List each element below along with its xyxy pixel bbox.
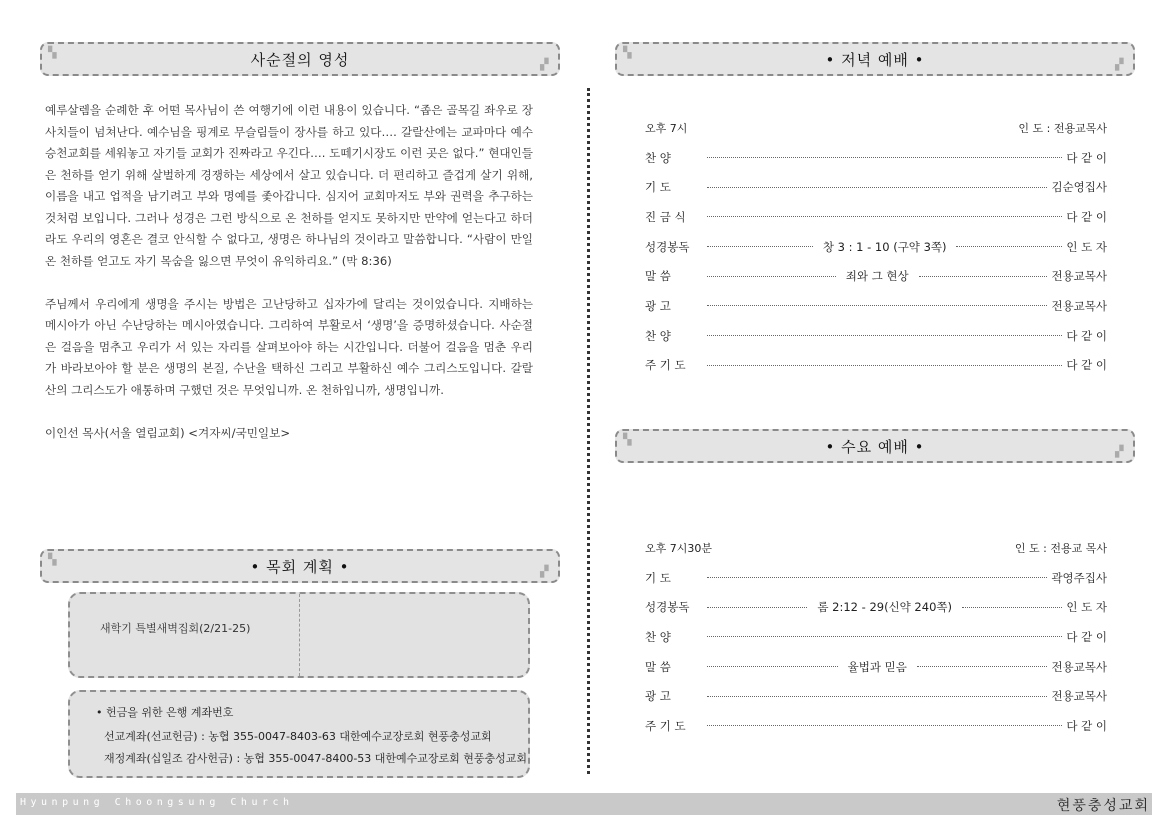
dotted-leader [962,607,1062,608]
dotted-leader [707,335,1062,336]
dotted-leader [707,365,1062,366]
dotted-leader [707,246,813,247]
wednesday-order-head [645,533,1107,563]
dotted-leader [707,157,1062,158]
order-row-label: 성경봉독 [645,239,690,254]
order-row [645,261,1107,291]
order-row-label: 진 금 식 [645,209,686,224]
dotted-leader [707,577,1047,578]
order-row-label: 주 기 도 [645,718,686,733]
corner-decoration-icon: ▞ [1115,445,1125,458]
corner-decoration-icon: ▞ [1115,58,1125,71]
essay-paragraph-2: 주님께서 우리에게 생명을 주시는 방법은 고난당하고 십자가에 달리는 것이었습니다. 지배하는 메시아가 아닌 수난당하는 메시아였습니다. 그리하여 부활로서 ‘생명’을 증명하셨습니다. 사순절은 걸음을 멈추고 우리가 서 있는 자리를 살펴보아야 하는 시간입니다. 더불어 걸음을 멈춘 우리가 바라보아야 할 분은 생명의 본질, 수난을 택하신 그리고 부활하신 예수 그리스도입니다. 갈랄산의 그리스도가 애통하며 구했던 것은 무엇입니까. 온 천하입니까, 생명입니까. [45,296,533,397]
order-row [645,291,1107,321]
corner-decoration-icon: ▚ [48,46,58,59]
order-row-person: 다 같 이 [1066,629,1107,644]
order-row-person: 다 같 이 [1066,209,1107,224]
account-finance: 재정계좌(십일조 감사헌금) : 농협 355-0047-8400-53 대한예수교장로회 현풍충성교회 [104,752,528,765]
order-row-detail: 롬 2:12 - 29(신약 240쪽) [817,600,952,615]
plan-header [40,549,560,583]
wednesday-leader: 인 도 : 전용교 목사 [1014,541,1107,555]
plan-item: 새학기 특별새벽집회(2/21-25) [100,622,251,635]
wednesday-time: 오후 7시30분 [645,541,712,555]
order-row-label: 말 씀 [645,269,671,284]
order-row-label: 주 기 도 [645,358,686,373]
dotted-leader [707,187,1047,188]
dotted-leader [707,636,1062,637]
dotted-leader [707,666,838,667]
corner-decoration-icon: ▚ [48,553,58,566]
order-row-person: 다 같 이 [1066,718,1107,733]
footer-english: Hyunpung Choongsung Church [20,797,294,808]
account-title: • 헌금을 위한 은행 계좌번호 [96,706,234,719]
essay-title: 사순절의 영성 [250,50,350,69]
order-row [645,232,1107,262]
dotted-leader [707,696,1047,697]
dotted-leader [919,276,1048,277]
order-row-person: 곽영주집사 [1051,570,1107,585]
order-row-label: 찬 양 [645,629,671,644]
order-row [645,202,1107,232]
order-row-label: 광 고 [645,689,671,704]
order-row-person: 인 도 자 [1066,600,1108,615]
order-row-label: 성경봉독 [645,600,690,615]
evening-title: • 저녁 예배 • [825,50,925,69]
order-row [645,681,1107,711]
dotted-leader [707,216,1062,217]
dotted-leader [707,305,1047,306]
essay-body [45,100,533,466]
plan-title: • 목회 계획 • [250,557,350,576]
dotted-leader [917,666,1048,667]
dotted-leader [956,246,1062,247]
evening-time: 오후 7시 [645,121,688,135]
order-row-person: 김순영집사 [1051,180,1107,195]
order-row-detail: 죄와 그 현상 [845,269,909,284]
dotted-leader [707,276,836,277]
account-box [68,690,530,778]
order-row-detail: 창 3 : 1 - 10 (구약 3쪽) [822,239,947,254]
evening-leader: 인 도 : 전용교목사 [1018,121,1107,135]
essay-credit: 이인선 목사(서울 열림교회) <겨자씨/국민일보> [45,425,291,440]
plan-divider [299,594,300,676]
corner-decoration-icon: ▞ [540,58,550,71]
account-mission: 선교계좌(선교헌금) : 농협 355-0047-8403-63 대한예수교장로회 현풍충성교회 [104,730,492,743]
essay-paragraph-1: 예루살렘을 순례한 후 어떤 목사님이 쓴 여행기에 이런 내용이 있습니다. “좁은 골목길 좌우로 장사치들이 넘쳐난다. 예수님을 핑계로 무슬림들이 장사를 하고 있다…. 갈랄산에는 교파마다 예수승천교회를 세워놓고 자기들 교회가 진짜라고 우긴다…. 도떼기시장도 이런 곳은 없다.” 현대인들은 천하를 얻기 위해 살벌하게 경쟁하는 세상에서 살고 있습니다. 더 편리하고 즐겁게 살기 위해, 이름을 내고 업적을 남기려고 부와 명예를 좇아갑니다. 심지어 교회마저도 부와 권력을 추구하는 것처럼 보입니다. 그러나 성경은 그런 방식으로 온 천하를 얻지도 못하지만 만약에 얻는다고 하더라도 우리의 영혼은 결코 안식할 수 없다고, 생명은 하나님의 것이라고 말씀합니다. “사람이 만일 온 천하를 얻고도 자기 목숨을 잃으면 무엇이 유익하리요.” (막 8:36) [45,103,533,268]
order-row-person: 전용교목사 [1051,269,1107,284]
order-row [645,143,1107,173]
order-row-label: 말 씀 [645,659,671,674]
order-row-label: 기 도 [645,180,671,195]
order-row-label: 기 도 [645,570,671,585]
order-row-detail: 율법과 믿음 [847,659,907,674]
order-row [645,711,1107,741]
plan-box [68,592,530,678]
order-row [645,172,1107,202]
evening-order [645,113,1107,380]
wednesday-order [645,533,1107,741]
order-row [645,652,1107,682]
order-row-person: 인 도 자 [1066,239,1107,254]
dotted-leader [707,725,1062,726]
order-row [645,622,1107,652]
order-row-person: 전용교목사 [1051,689,1107,704]
order-row-label: 광 고 [645,298,671,313]
wednesday-header [615,429,1135,463]
order-row [645,592,1107,622]
order-row-label: 찬 양 [645,328,671,343]
dotted-leader [707,607,807,608]
order-row-person: 다 같 이 [1066,358,1107,373]
order-row [645,321,1107,351]
order-row-person: 다 같 이 [1066,150,1107,165]
order-row-person: 전용교목사 [1051,659,1107,674]
essay-title-header [40,42,560,76]
corner-decoration-icon: ▚ [623,433,633,446]
wednesday-title: • 수요 예배 • [825,437,925,456]
order-row [645,351,1107,381]
order-row [645,563,1107,593]
evening-order-head [645,113,1107,143]
order-row-person: 전용교목사 [1051,298,1107,313]
order-row-label: 찬 양 [645,150,671,165]
corner-decoration-icon: ▞ [540,565,550,578]
order-row-person: 다 같 이 [1066,328,1107,343]
evening-header [615,42,1135,76]
corner-decoration-icon: ▚ [623,46,633,59]
footer-korean-logo: 현풍충성교회 [1056,798,1150,814]
column-divider [587,88,590,774]
